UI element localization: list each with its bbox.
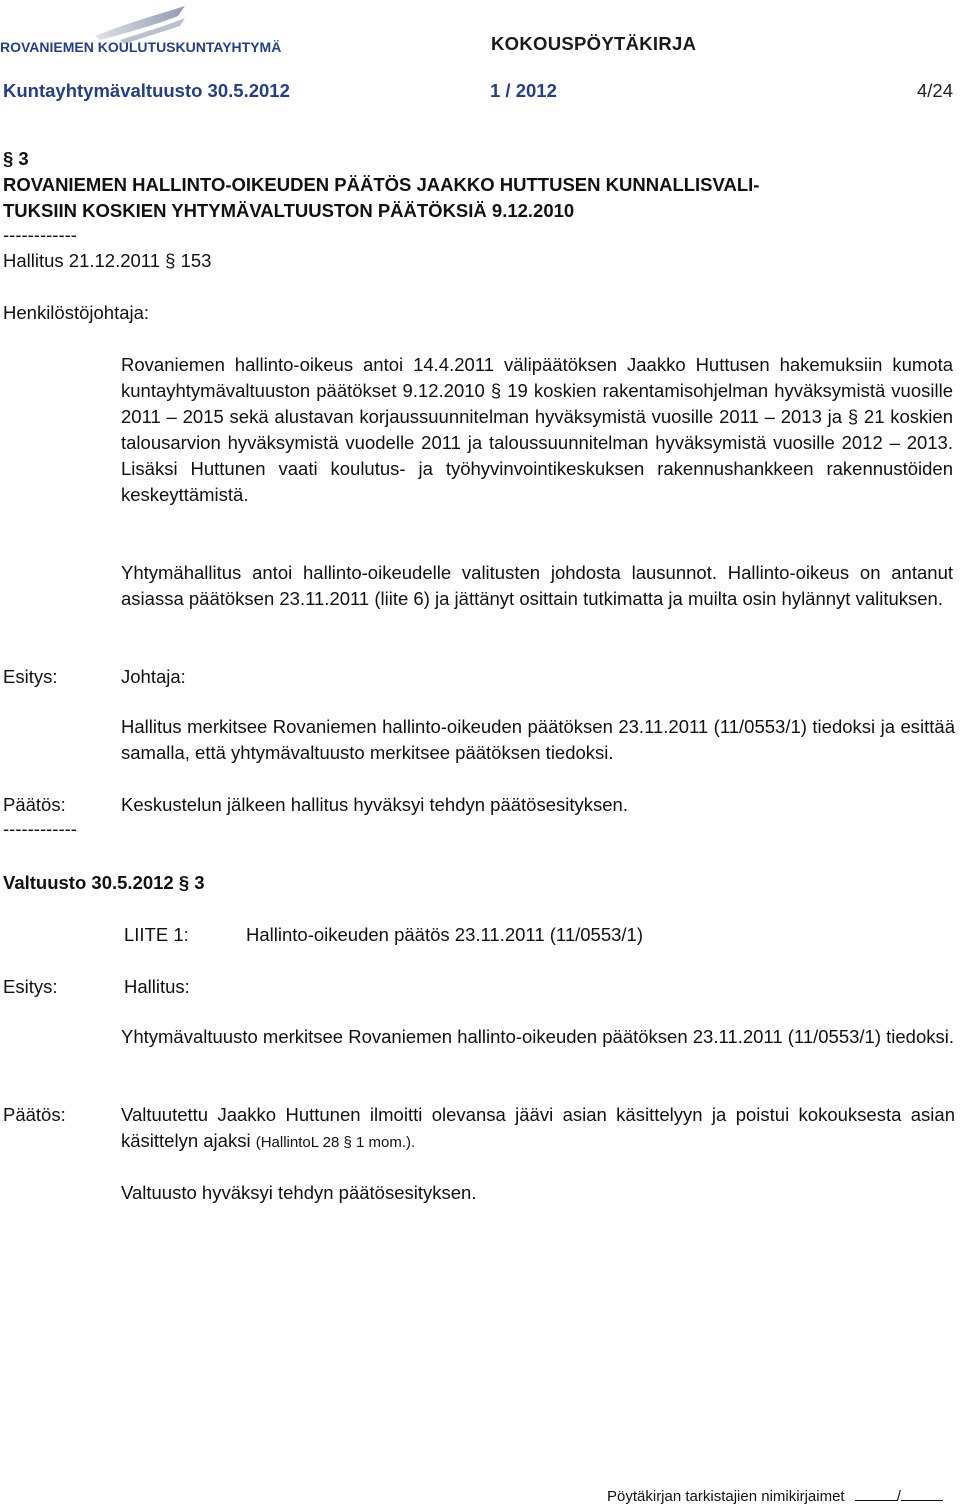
attachment-text: Hallinto-oikeuden päätös 23.11.2011 (11/0553/1) bbox=[246, 924, 644, 945]
page-number: 4/24 bbox=[916, 80, 953, 101]
council-decision-text bbox=[121, 1102, 955, 1156]
section-number: § 3 bbox=[3, 148, 29, 169]
decision-text: Keskustelun jälkeen hallitus hyväksyi tehdyn päätösesityksen. bbox=[121, 794, 628, 815]
section-title-line1: ROVANIEMEN HALLINTO-OIKEUDEN PÄÄTÖS JAAKKO HUTTUSEN KUNNALLISVALI- bbox=[3, 174, 760, 195]
protocol-number: 1 / 2012 bbox=[490, 80, 557, 101]
council-proposal-label: Esitys: bbox=[3, 976, 58, 997]
meeting-name: Kuntayhtymävaltuusto 30.5.2012 bbox=[3, 80, 290, 101]
council-proposal-by: Hallitus: bbox=[124, 976, 190, 997]
council-decision-text2: Valtuusto hyväksyi tehdyn päätösesityksen. bbox=[121, 1182, 477, 1203]
signature-line bbox=[607, 1488, 943, 1505]
council-decision-main: Valtuutettu Jaakko Huttunen ilmoitti olevansa jäävi asian käsittelyyn ja poistui kokouksesta asian käsittelyn ajaksi bbox=[121, 1104, 955, 1151]
document-type: KOKOUSPÖYTÄKIRJA bbox=[491, 33, 697, 54]
attachment-label: LIITE 1: bbox=[124, 924, 189, 945]
organization-logo bbox=[0, 0, 345, 68]
logo-text: ROVANIEMEN KOULUTUSKUNTAYHTYMÄ bbox=[0, 39, 282, 55]
signature-label: Pöytäkirjan tarkistajien nimikirjaimet bbox=[607, 1488, 845, 1505]
proposal-text: Hallitus merkitsee Rovaniemen hallinto-oikeuden päätöksen 23.11.2011 (11/0553/1) tiedoksi ja esittää samalla, että yhtymävaltuusto merkitsee päätöksen tiedoksi. bbox=[121, 716, 955, 763]
section-title-line2: TUKSIIN KOSKIEN YHTYMÄVALTUUSTON PÄÄTÖKSIÄ 9.12.2010 bbox=[3, 200, 575, 221]
signature-blank-2[interactable] bbox=[901, 1488, 943, 1501]
paragraph-background: Rovaniemen hallinto-oikeus antoi 14.4.2011 välipäätöksen Jaakko Huttusen hakemuksiin kumota kuntayhtymävaltuuston päätökset 9.12.2010 § 19 koskien rakentamisohjelman hyväksymistä vuosille 2011 – 2015 sekä alustavan korjaussuunnitelman hyväksymistä vuosille 2011 – 2013 ja § 21 koskien talousarvion hyväksymistä vuodelle 2011 ja taloussuunnitelman hyväksymistä vuosille 2012 – 2013. Lisäksi Huttunen vaati koulutus- ja työhyvinvointikeskuksen rakennushankkeen rakennustöiden keskeyttämistä. bbox=[121, 354, 953, 505]
paragraph-statements: Yhtymähallitus antoi hallinto-oikeudelle valitusten johdosta lausunnot. Hallinto-oikeus on antanut asiassa päätöksen 23.11.2011 (liite 6) ja jättänyt osittain tutkimatta ja muilta osin hylännyt valituksen. bbox=[121, 562, 953, 609]
proposal-label: Esitys: bbox=[3, 666, 58, 687]
section-separator: ------------ bbox=[3, 224, 77, 245]
proposal-by: Johtaja: bbox=[121, 666, 186, 687]
signature-blank-1[interactable] bbox=[855, 1488, 897, 1501]
body-separator: ------------ bbox=[3, 818, 77, 839]
council-decision-ref: (HallintoL 28 § 1 mom.). bbox=[255, 1134, 416, 1151]
board-reference: Hallitus 21.12.2011 § 153 bbox=[3, 250, 212, 271]
council-heading: Valtuusto 30.5.2012 § 3 bbox=[3, 872, 205, 893]
council-proposal-text: Yhtymävaltuusto merkitsee Rovaniemen hallinto-oikeuden päätöksen 23.11.2011 (11/0553/1) tiedoksi. bbox=[121, 1026, 955, 1047]
preparer-label: Henkilöstöjohtaja: bbox=[3, 302, 150, 323]
council-decision-label: Päätös: bbox=[3, 1104, 66, 1125]
signature-separator: / bbox=[896, 1488, 901, 1505]
decision-label: Päätös: bbox=[3, 794, 66, 815]
